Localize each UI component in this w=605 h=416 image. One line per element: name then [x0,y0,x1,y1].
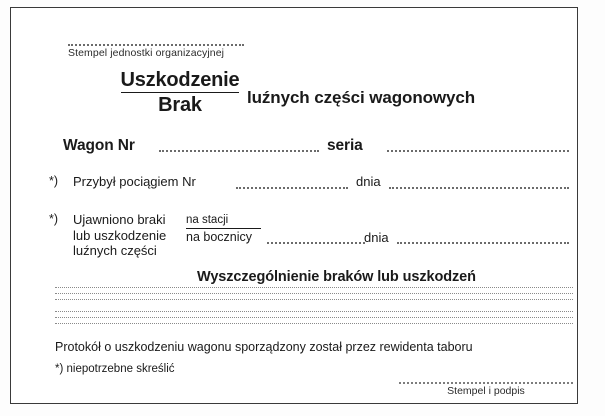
title-numerator: Uszkodzenie [120,69,240,91]
place-denominator[interactable]: na bocznicy [186,230,253,244]
wagon-number-label: Wagon Nr [63,137,135,154]
place-name-input[interactable] [267,242,365,244]
title-tail-text: luźnych części wagonowych [247,88,476,107]
form-title [119,70,539,120]
title-fraction-bar [121,92,239,93]
train-number-input[interactable] [236,187,348,189]
details-line-group-2[interactable] [55,311,573,329]
signature-field-rule[interactable] [399,382,573,384]
place-numerator[interactable]: na stacji [186,214,229,226]
details-line[interactable] [55,317,573,318]
details-line[interactable] [55,311,573,312]
details-line[interactable] [55,287,573,288]
found-line-2: lub uszkodzenie [73,227,167,243]
stamp-field-label: Stempel jednostki organizacyjnej [68,47,225,59]
title-fraction [119,70,241,116]
details-line[interactable] [55,293,573,294]
place-fraction-bar [186,228,261,229]
asterisk-marker-1: *) [49,174,59,188]
stamp-field-rule[interactable] [68,44,244,46]
series-label: seria [327,137,363,154]
details-writing-area[interactable] [55,287,573,331]
details-line-group-1[interactable] [55,287,573,305]
series-input[interactable] [387,150,569,152]
found-date-label: dnia [364,230,389,245]
train-date-input[interactable] [389,187,569,189]
signature-field-label: Stempel i podpis [447,385,525,397]
details-heading: Wyszczególnienie braków lub uszkodzeń [197,269,476,285]
found-description [73,212,166,259]
form-border [10,7,578,404]
train-date-label: dnia [356,174,381,189]
report-statement: Protokół o uszkodzeniu wagonu sporządzony został przez rewidenta taboru [55,340,473,354]
train-number-label: Przybył pociągiem Nr [73,174,196,189]
found-date-input[interactable] [397,242,569,244]
title-denominator: Brak [158,94,202,116]
details-line[interactable] [55,323,573,324]
details-line[interactable] [55,299,573,300]
found-line-3: luźnych części [73,243,157,258]
found-line-1: Ujawniono braki [73,212,166,227]
asterisk-footnote: *) niepotrzebne skreślić [55,363,175,375]
wagon-number-input[interactable] [159,150,319,152]
asterisk-marker-2: *) [49,212,59,226]
place-fraction[interactable] [186,214,264,245]
